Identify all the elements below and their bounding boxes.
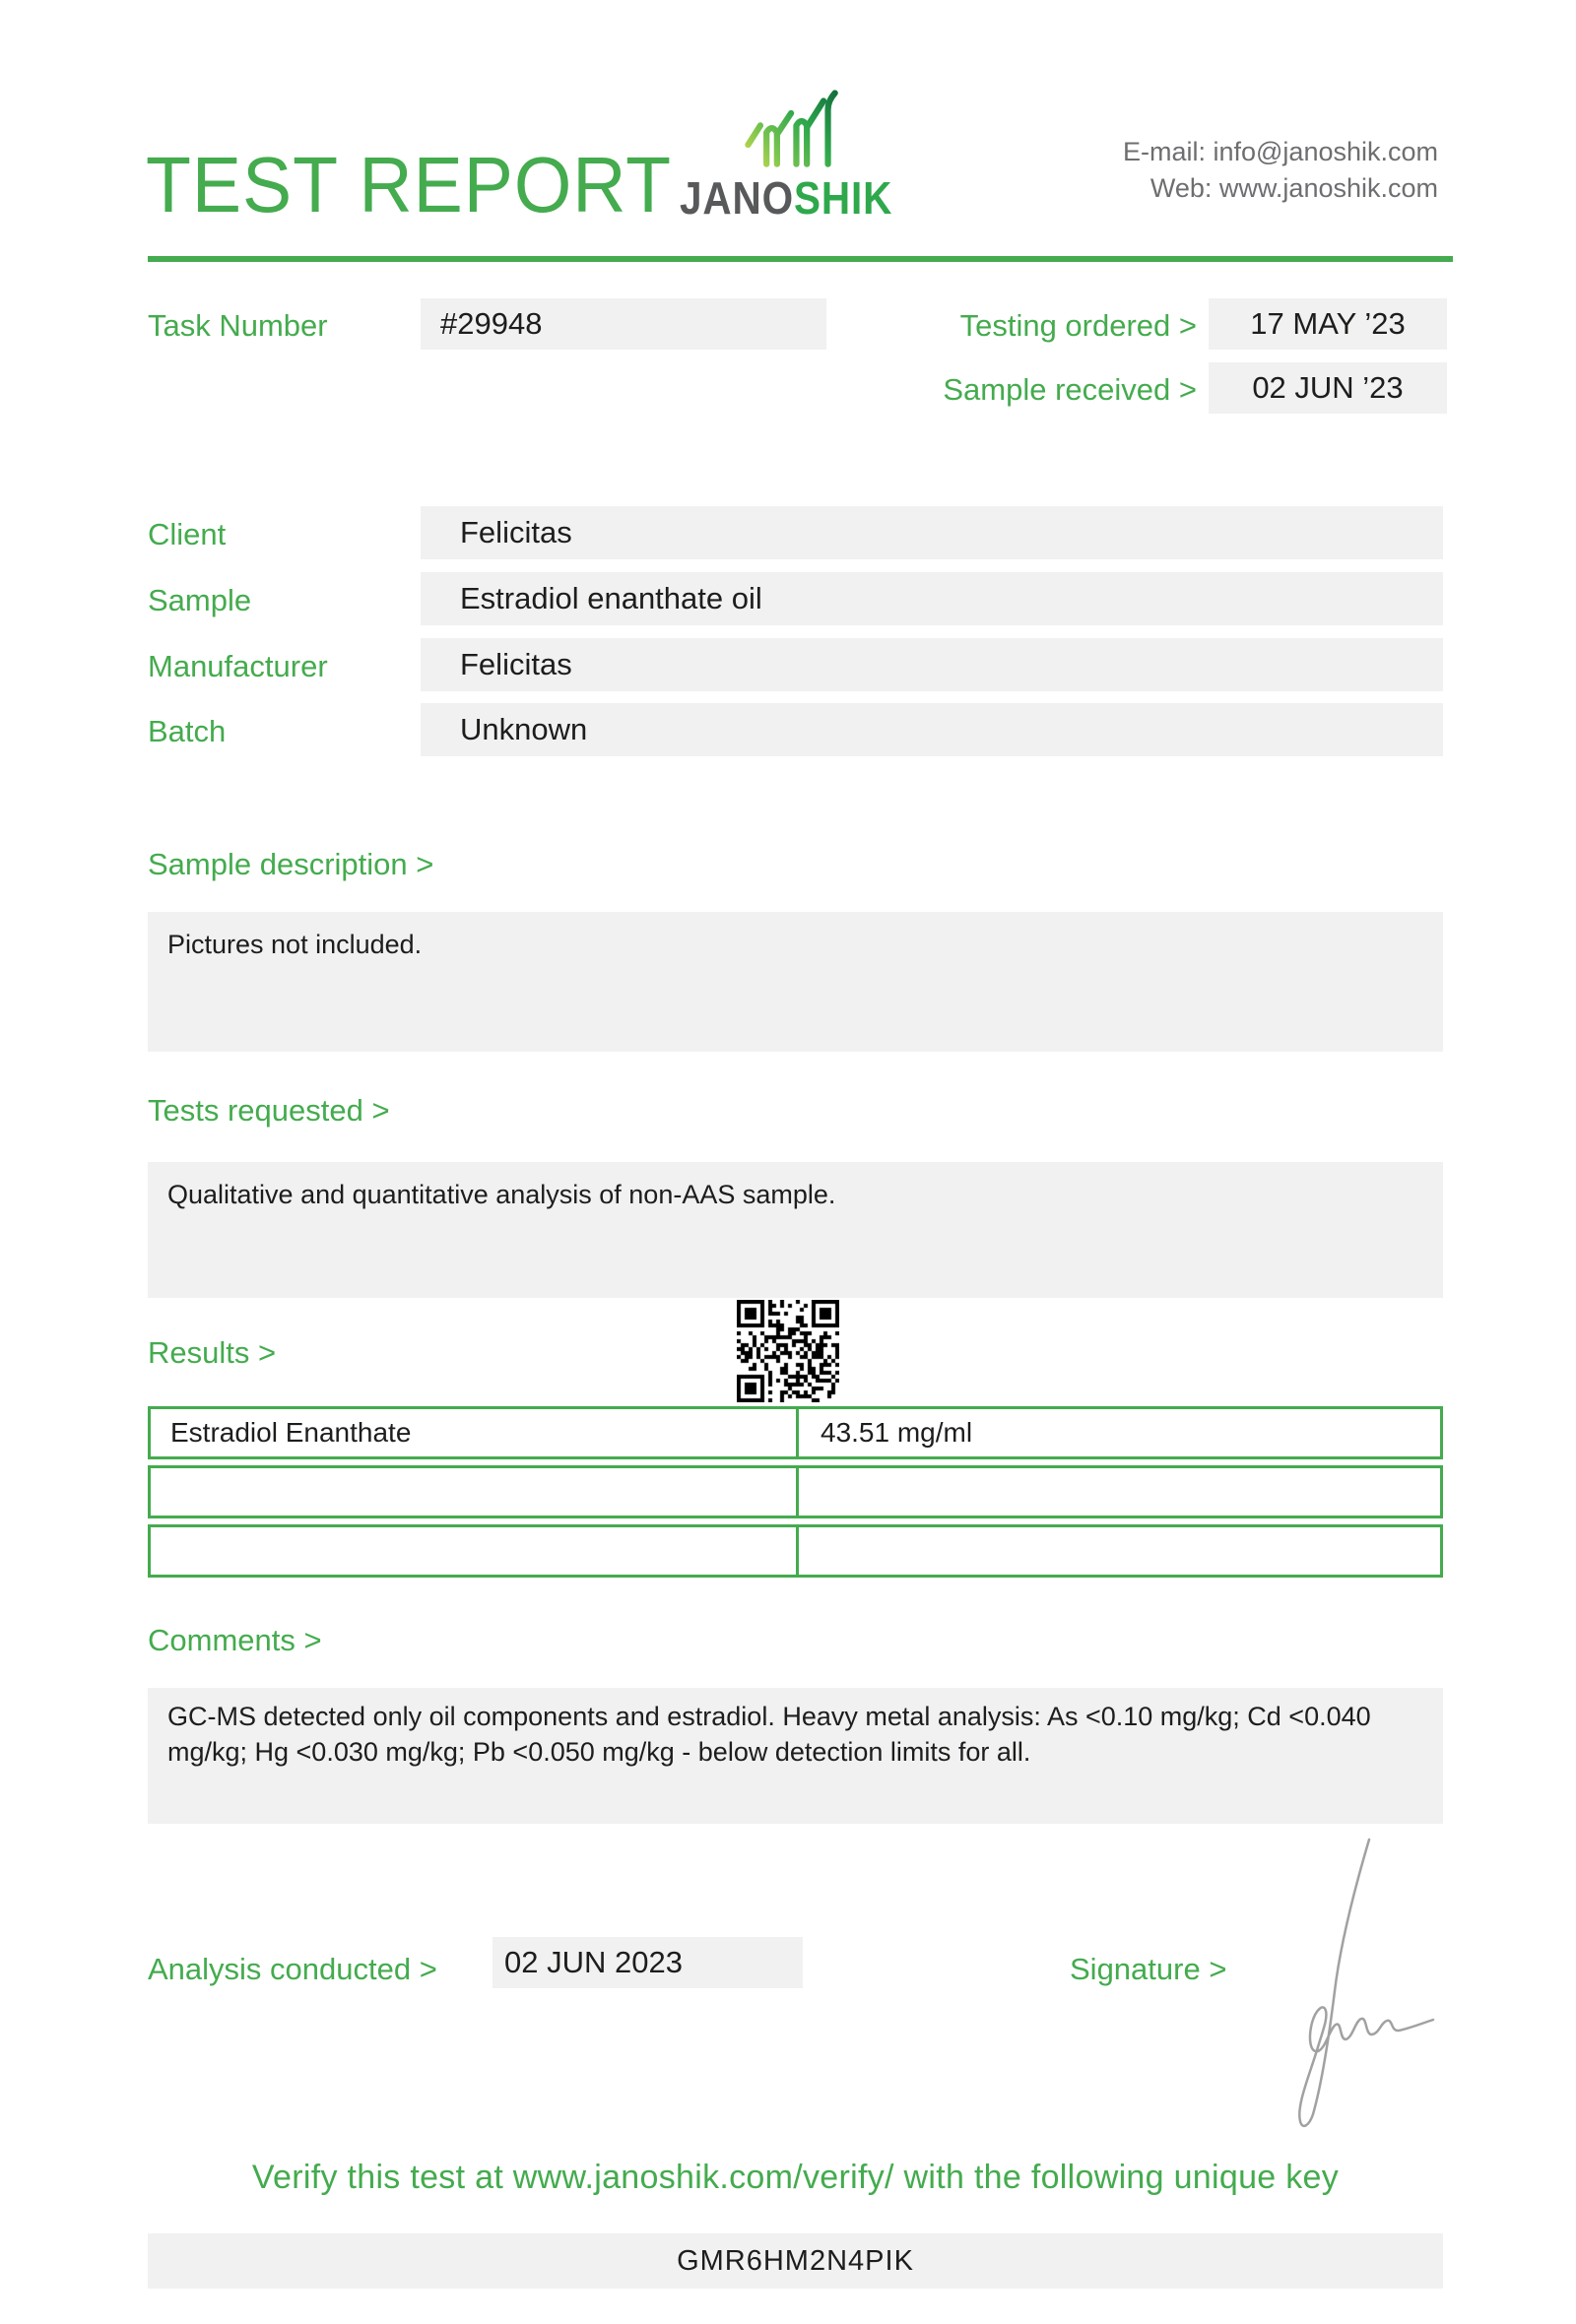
logo-word-left: JANO bbox=[680, 172, 794, 224]
logo-word-right: SHIK bbox=[793, 172, 893, 224]
verification-qr-code bbox=[737, 1300, 839, 1402]
contact-block bbox=[1123, 134, 1438, 207]
tests-requested-box bbox=[148, 1162, 1443, 1298]
tests-requested-text: Qualitative and quantitative analysis of non-AAS sample. bbox=[167, 1180, 836, 1209]
email-value: info@janoshik.com bbox=[1213, 137, 1438, 166]
tests-requested-heading: Tests requested > bbox=[148, 1093, 390, 1128]
results-heading: Results > bbox=[148, 1335, 277, 1370]
page-title: TEST REPORT bbox=[146, 141, 673, 228]
task-number-label: Task Number bbox=[148, 308, 328, 343]
result-value: 43.51 mg/ml bbox=[821, 1417, 973, 1448]
contact-web-line bbox=[1123, 170, 1438, 207]
sample-received-label: Sample received > bbox=[943, 372, 1197, 407]
result-value bbox=[799, 1527, 1440, 1575]
result-analyte bbox=[151, 1468, 799, 1516]
result-analyte: Estradiol Enanthate bbox=[151, 1409, 799, 1456]
email-label: E-mail: bbox=[1122, 137, 1214, 166]
signature-handwriting bbox=[1276, 1834, 1443, 2134]
analysis-conducted-value: 02 JUN 2023 bbox=[492, 1937, 803, 1988]
result-analyte bbox=[151, 1527, 799, 1575]
analysis-conducted-label: Analysis conducted > bbox=[148, 1952, 437, 1986]
web-value: www.janoshik.com bbox=[1218, 173, 1438, 203]
janoshik-logo bbox=[680, 89, 906, 224]
header-divider bbox=[148, 256, 1453, 262]
batch-value: Unknown bbox=[421, 703, 1443, 756]
testing-ordered-label: Testing ordered > bbox=[959, 308, 1197, 343]
manufacturer-value: Felicitas bbox=[421, 638, 1443, 691]
testing-ordered-value: 17 MAY ’23 bbox=[1209, 298, 1447, 350]
comments-box bbox=[148, 1688, 1443, 1824]
result-value bbox=[799, 1468, 1440, 1516]
results-table-row bbox=[148, 1406, 1443, 1459]
sample-received-value: 02 JUN ’23 bbox=[1209, 362, 1447, 414]
comments-text: GC-MS detected only oil components and estradiol. Heavy metal analysis: As <0.10 mg/kg; Cd <0.040 mg/kg; Hg <0.030 mg/kg; Pb <0.050 mg/kg - below detection limits for all. bbox=[167, 1702, 1371, 1767]
growth-chart-icon bbox=[737, 89, 847, 169]
client-label: Client bbox=[148, 517, 227, 551]
signature-label: Signature > bbox=[1070, 1952, 1227, 1986]
contact-email-line bbox=[1123, 134, 1438, 170]
sample-value: Estradiol enanthate oil bbox=[421, 572, 1443, 625]
results-table-row bbox=[148, 1465, 1443, 1518]
manufacturer-label: Manufacturer bbox=[148, 649, 328, 683]
sample-description-heading: Sample description > bbox=[148, 847, 434, 881]
logo-wordmark bbox=[680, 171, 892, 225]
web-label: Web: bbox=[1149, 173, 1219, 203]
unique-key-value: GMR6HM2N4PIK bbox=[148, 2233, 1443, 2289]
client-value: Felicitas bbox=[421, 506, 1443, 559]
task-number-value: #29948 bbox=[421, 298, 826, 350]
sample-label: Sample bbox=[148, 583, 252, 617]
sample-description-text: Pictures not included. bbox=[167, 930, 423, 959]
batch-label: Batch bbox=[148, 714, 227, 748]
sample-description-box bbox=[148, 912, 1443, 1052]
verify-instruction: Verify this test at www.janoshik.com/verify/ with the following unique key bbox=[251, 2159, 1340, 2196]
results-table-row bbox=[148, 1524, 1443, 1578]
comments-heading: Comments > bbox=[148, 1623, 322, 1657]
